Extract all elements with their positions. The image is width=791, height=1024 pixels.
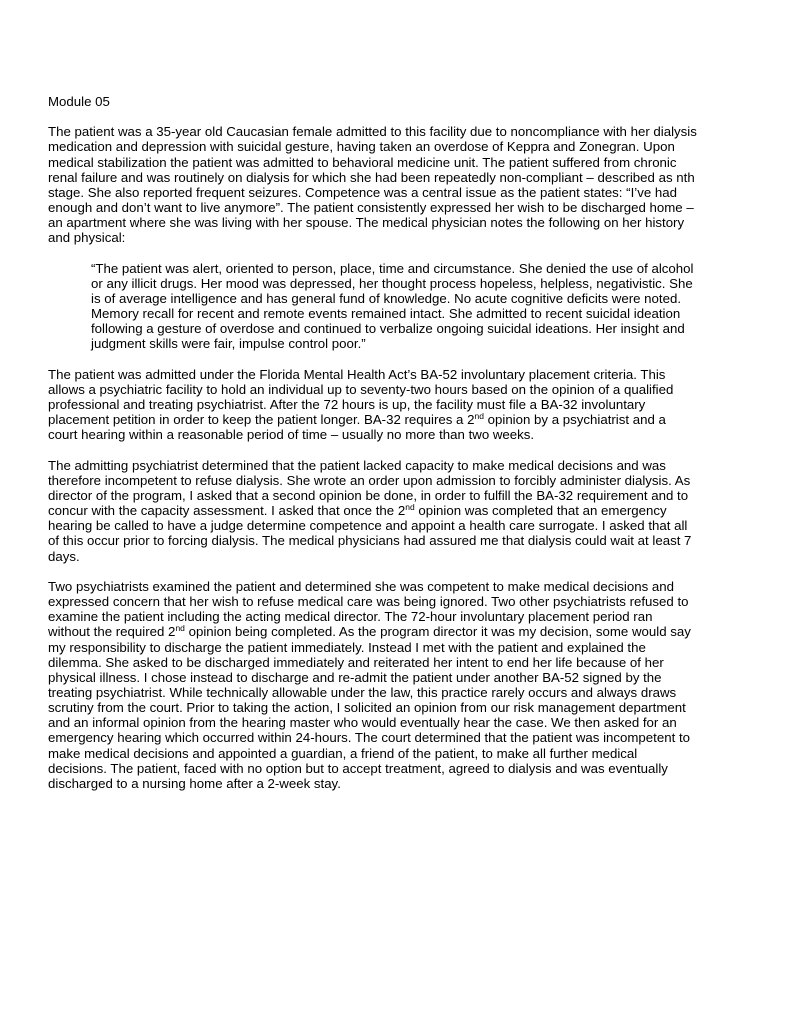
paragraph-text: The patient was admitted under the Florida Mental Health Act’s BA-52 involuntary placement criteria. This allows a psychiatric facility to hold an individual up to seventy-two hours based on the opinion of a qualified professional and treating psychiatrist. After the 72 hours is up, the facility must file a BA-32 involuntary placement petition in order to keep the patient longer. BA-32 requires a 2 [48, 366, 674, 428]
paragraph-text: The admitting psychiatrist determined that the patient lacked capacity to make medical decisions and was therefore incompetent to refuse dialysis. She wrote an order upon admission to forcibly administer dialysis. As director of the program, I asked that a second opinion be done, in order to fulfill the BA-32 requirement and to concur with the capacity assessment. I asked that once the 2 [48, 457, 691, 519]
paragraph-physician-quote: “The patient was alert, oriented to person, place, time and circumstance. She denied the use of alcohol or any illicit drugs. Her mood was depressed, her thought process hopeless, helpless, negativistic. She is of average intelligence and has general fund of knowledge. No acute cognitive deficits were noted. Memory recall for recent and remote events remained intact. She admitted to recent suicidal ideation following a gesture of overdose and continued to verbalize ongoing suicidal ideations. Her insight and judgment skills were fair, impulse control poor.” [91, 260, 694, 352]
document-heading: Module 05 [48, 94, 110, 109]
paragraph-capacity-determination [48, 458, 698, 564]
superscript-ordinal: nd [175, 623, 185, 634]
paragraph-ba52-placement [48, 367, 698, 443]
paragraph-outcome [48, 579, 698, 791]
superscript-ordinal: nd [405, 502, 415, 513]
paragraph-text: opinion being completed. As the program director it was my decision, some would say my responsibility to discharge the patient immediately. Instead I met with the patient and explained the dilemma. She asked to be discharged immediately and reiterated her intent to end her life because of her physical illness. I chose instead to discharge and re-admit the patient under another BA-52 signed by the treating psychiatrist. While technically allowable under the law, this practice rarely occurs and always draws scrutiny from the court. Prior to taking the action, I solicited an opinion from our risk management department and an informal opinion from the hearing master who would eventually hear the case. We then asked for an emergency hearing which occurred within 24-hours. The court determined that the patient was incompetent to make medical decisions and appointed a guardian, a friend of the patient, to make all further medical decisions. The patient, faced with no option but to accept treatment, agreed to dialysis and was eventually discharged to a nursing home after a 2-week stay. [48, 624, 691, 791]
paragraph-patient-history: The patient was a 35-year old Caucasian female admitted to this facility due to noncompliance with her dialysis medication and depression with suicidal gesture, having taken an overdose of Keppra and Zonegran. Upon medical stabilization the patient was admitted to behavioral medicine unit. The patient suffered from chronic renal failure and was routinely on dialysis for which she had been repeatedly non-compliant – described as nth stage. She also reported frequent seizures. Competence was a central issue as the patient states: “I’ve had enough and don’t want to live anymore”. The patient consistently expressed her wish to be discharged home – an apartment where she was living with her spouse. The medical physician notes the following on her history and physical: [48, 124, 697, 246]
document-page [48, 94, 698, 806]
paragraph-text: opinion by a psychiatrist and a court hearing within a reasonable period of time – usually no more than two weeks. [48, 412, 666, 443]
paragraph-text: opinion was completed that an emergency hearing be called to have a judge determine competence and appoint a health care surrogate. I asked that all of this occur prior to forcing dialysis. The medical physicians had assured me that dialysis could wait at least 7 days. [48, 503, 692, 564]
superscript-ordinal: nd [474, 411, 484, 422]
paragraph-text: Two psychiatrists examined the patient and determined she was competent to make medical decisions and expressed concern that her wish to refuse medical care was being ignored. Two other psychiatrists refused to examine the patient including the acting medical director. The 72-hour involuntary placement period ran without the required 2 [48, 578, 689, 640]
